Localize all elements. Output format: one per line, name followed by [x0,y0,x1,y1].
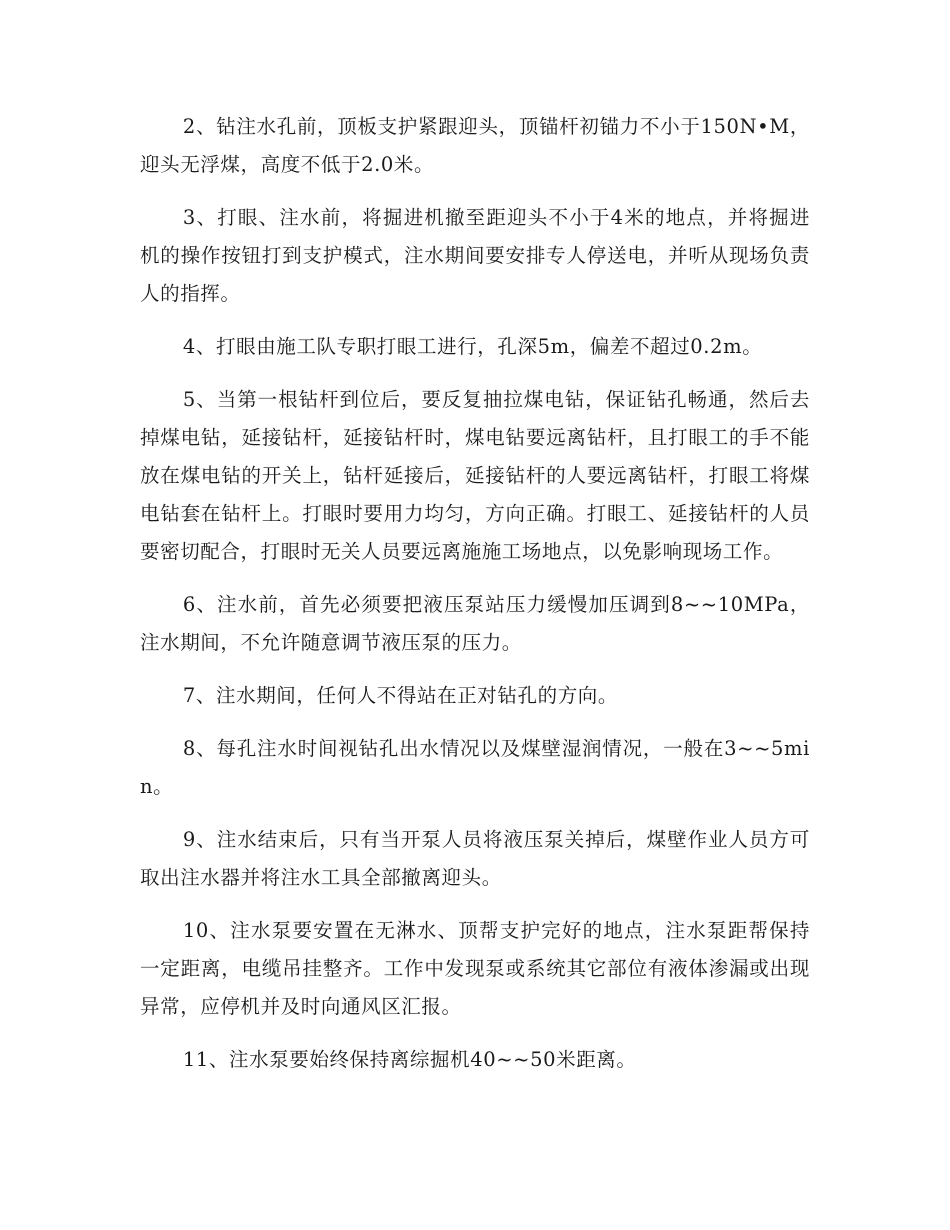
document-body [140,108,810,1094]
paragraph-item-8: 8、每孔注水时间视钻孔出水情况以及煤壁湿润情况，一般在3~~5min。 [140,737,810,798]
paragraph-item-6: 6、注水前，首先必须要把液压泵站压力缓慢加压调到8~~10MPa，注水期间，不允许随意调节液压泵的压力。 [140,593,810,654]
paragraph-item-3: 3、打眼、注水前，将掘进机撤至距迎头不小于4米的地点，并将掘进机的操作按钮打到支护模式，注水期间要安排专人停送电，并听从现场负责人的指挥。 [140,206,810,305]
paragraph-item-7: 7、注水期间，任何人不得站在正对钻孔的方向。 [182,684,618,707]
paragraph-item-2: 2、钻注水孔前，顶板支护紧跟迎头，顶锚杆初锚力不小于150N•M，迎头无浮煤，高度不低于2.0米。 [140,115,810,176]
paragraph-item-9: 9、注水结束后，只有当开泵人员将液压泵关掉后，煤壁作业人员方可取出注水器并将注水工具全部撤离迎头。 [140,828,810,889]
paragraph-item-4: 4、打眼由施工队专职打眼工进行，孔深5m，偏差不超过0.2m。 [182,335,763,358]
paragraph-item-10: 10、注水泵要安置在无淋水、顶帮支护完好的地点，注水泵距帮保持一定距离，电缆吊挂整齐。工作中发现泵或系统其它部位有液体渗漏或出现异常，应停机并及时向通风区汇报。 [140,919,810,1018]
paragraph-item-11: 11、注水泵要始终保持离综掘机40~~50米距离。 [182,1048,637,1071]
paragraph-item-5: 5、当第一根钻杆到位后，要反复抽拉煤电钻，保证钻孔畅通，然后去掉煤电钻，延接钻杆，延接钻杆时，煤电钻要远离钻杆，且打眼工的手不能放在煤电钻的开关上，钻杆延接后，延接钻杆的人要远离钻杆，打眼工将煤电钻套在钻杆上。打眼时要用力均匀，方向正确。打眼工、延接钻杆的人员要密切配合，打眼时无关人员要远离施施工场地点，以免影响现场工作。 [140,388,810,563]
